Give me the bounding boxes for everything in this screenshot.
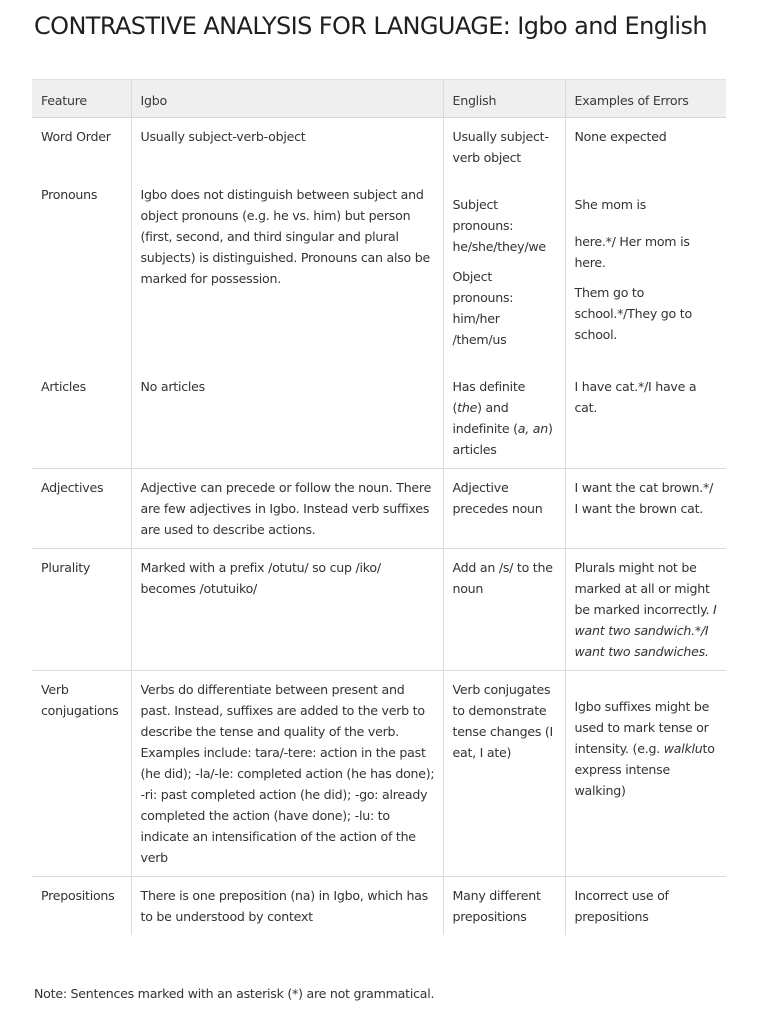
english-object-pronouns: Object pronouns: him/her /them/us <box>452 269 514 347</box>
header-row <box>32 80 726 118</box>
cell-igbo: Igbo does not distinguish between subject and object pronouns (e.g. he vs. him) but person (first, second, and third singular and plural subjects) is distinguished. Pronouns can also be marked for possession. <box>131 176 443 358</box>
table-row-articles <box>32 358 726 469</box>
cell-feature: Word Order <box>32 118 131 177</box>
footnote <box>34 986 434 1001</box>
cell-errors: Incorrect use of prepositions <box>565 877 726 936</box>
cell-english: Verb conjugates to demonstrate tense changes (I eat, I ate) <box>443 671 565 877</box>
table-body <box>32 118 726 936</box>
table-header <box>32 80 726 118</box>
cell-errors: I want the cat brown.*/ I want the brown cat. <box>565 469 726 549</box>
cell-english: Usually subject-verb object <box>443 118 565 177</box>
text-part: to express intense walking) <box>574 741 715 798</box>
italic-a-an: a, an <box>517 421 548 436</box>
cell-errors <box>565 176 726 358</box>
cell-igbo: Verbs do differentiate between present and past. Instead, suffixes are added to the verb to describe the tense and quality of the verb. Examples include: tara/-tere: action in the past (he did); -la/-le: completed action (he has done); -ri: past completed action (he did); -go: already completed the action (have done); -lu: to indicate an intensification of the action of the verb <box>131 671 443 877</box>
cell-feature: Verb conjugations <box>32 671 131 877</box>
text-part: ) and indefinite ( <box>452 400 518 436</box>
text-part: Plurals might not be marked at all or might be marked incorrectly. <box>574 560 710 617</box>
cell-igbo: Marked with a prefix /otutu/ so cup /iko/ becomes /otutuiko/ <box>131 549 443 671</box>
cell-igbo: Usually subject-verb-object <box>131 118 443 177</box>
table-row-prepositions <box>32 877 726 936</box>
cell-igbo: No articles <box>131 358 443 469</box>
cell-english: Add an /s/ to the noun <box>443 549 565 671</box>
header-feature: Feature <box>32 80 131 118</box>
table-row-plurality <box>32 549 726 671</box>
header-english: English <box>443 80 565 118</box>
text-part: ) articles <box>452 421 553 457</box>
cell-english: Adjective precedes noun <box>443 469 565 549</box>
header-examples-of-errors: Examples of Errors <box>565 80 726 118</box>
text-part: Igbo suffixes might be used to mark tense or intensity. (e.g. <box>574 699 710 756</box>
table-row-pronouns <box>32 176 726 358</box>
cell-feature: Adjectives <box>32 469 131 549</box>
cell-errors <box>565 671 726 877</box>
table-row-verb-conjugations <box>32 671 726 877</box>
english-subject-pronouns: Subject pronouns: he/she/they/we <box>452 197 546 254</box>
italic-the: the <box>457 400 478 415</box>
cell-errors <box>565 549 726 671</box>
header-igbo: Igbo <box>131 80 443 118</box>
cell-english: Many different prepositions <box>443 877 565 936</box>
contrastive-analysis-table <box>32 79 726 935</box>
cell-english <box>443 358 565 469</box>
cell-feature: Articles <box>32 358 131 469</box>
cell-igbo: Adjective can precede or follow the noun. There are few adjectives in Igbo. Instead verb suffixes are used to describe actions. <box>131 469 443 549</box>
note-label: Note <box>34 986 63 1001</box>
note-text: : Sentences marked with an asterisk (*) are not grammatical. <box>62 986 435 1001</box>
text-part: Has definite ( <box>452 379 526 415</box>
cell-feature: Pronouns <box>32 176 131 358</box>
italic-example: walklu <box>663 741 703 756</box>
error-example-1b: here.*/ Her mom is here. <box>574 234 690 270</box>
error-example-1a: She mom is <box>574 197 647 212</box>
page-title: CONTRASTIVE ANALYSIS FOR LANGUAGE: Igbo and English <box>34 12 708 40</box>
cell-feature: Prepositions <box>32 877 131 936</box>
italic-example: I want two sandwich.*/I want two sandwiches. <box>574 602 717 659</box>
table-row-word-order <box>32 118 726 177</box>
cell-english <box>443 176 565 358</box>
cell-errors: I have cat.*/I have a cat. <box>574 379 697 415</box>
cell-igbo: There is one preposition (na) in Igbo, which has to be understood by context <box>131 877 443 936</box>
cell-errors: None expected <box>574 129 667 144</box>
error-example-2: Them go to school.*/They go to school. <box>574 285 692 342</box>
cell-feature: Plurality <box>32 549 131 671</box>
table-row-adjectives <box>32 469 726 549</box>
